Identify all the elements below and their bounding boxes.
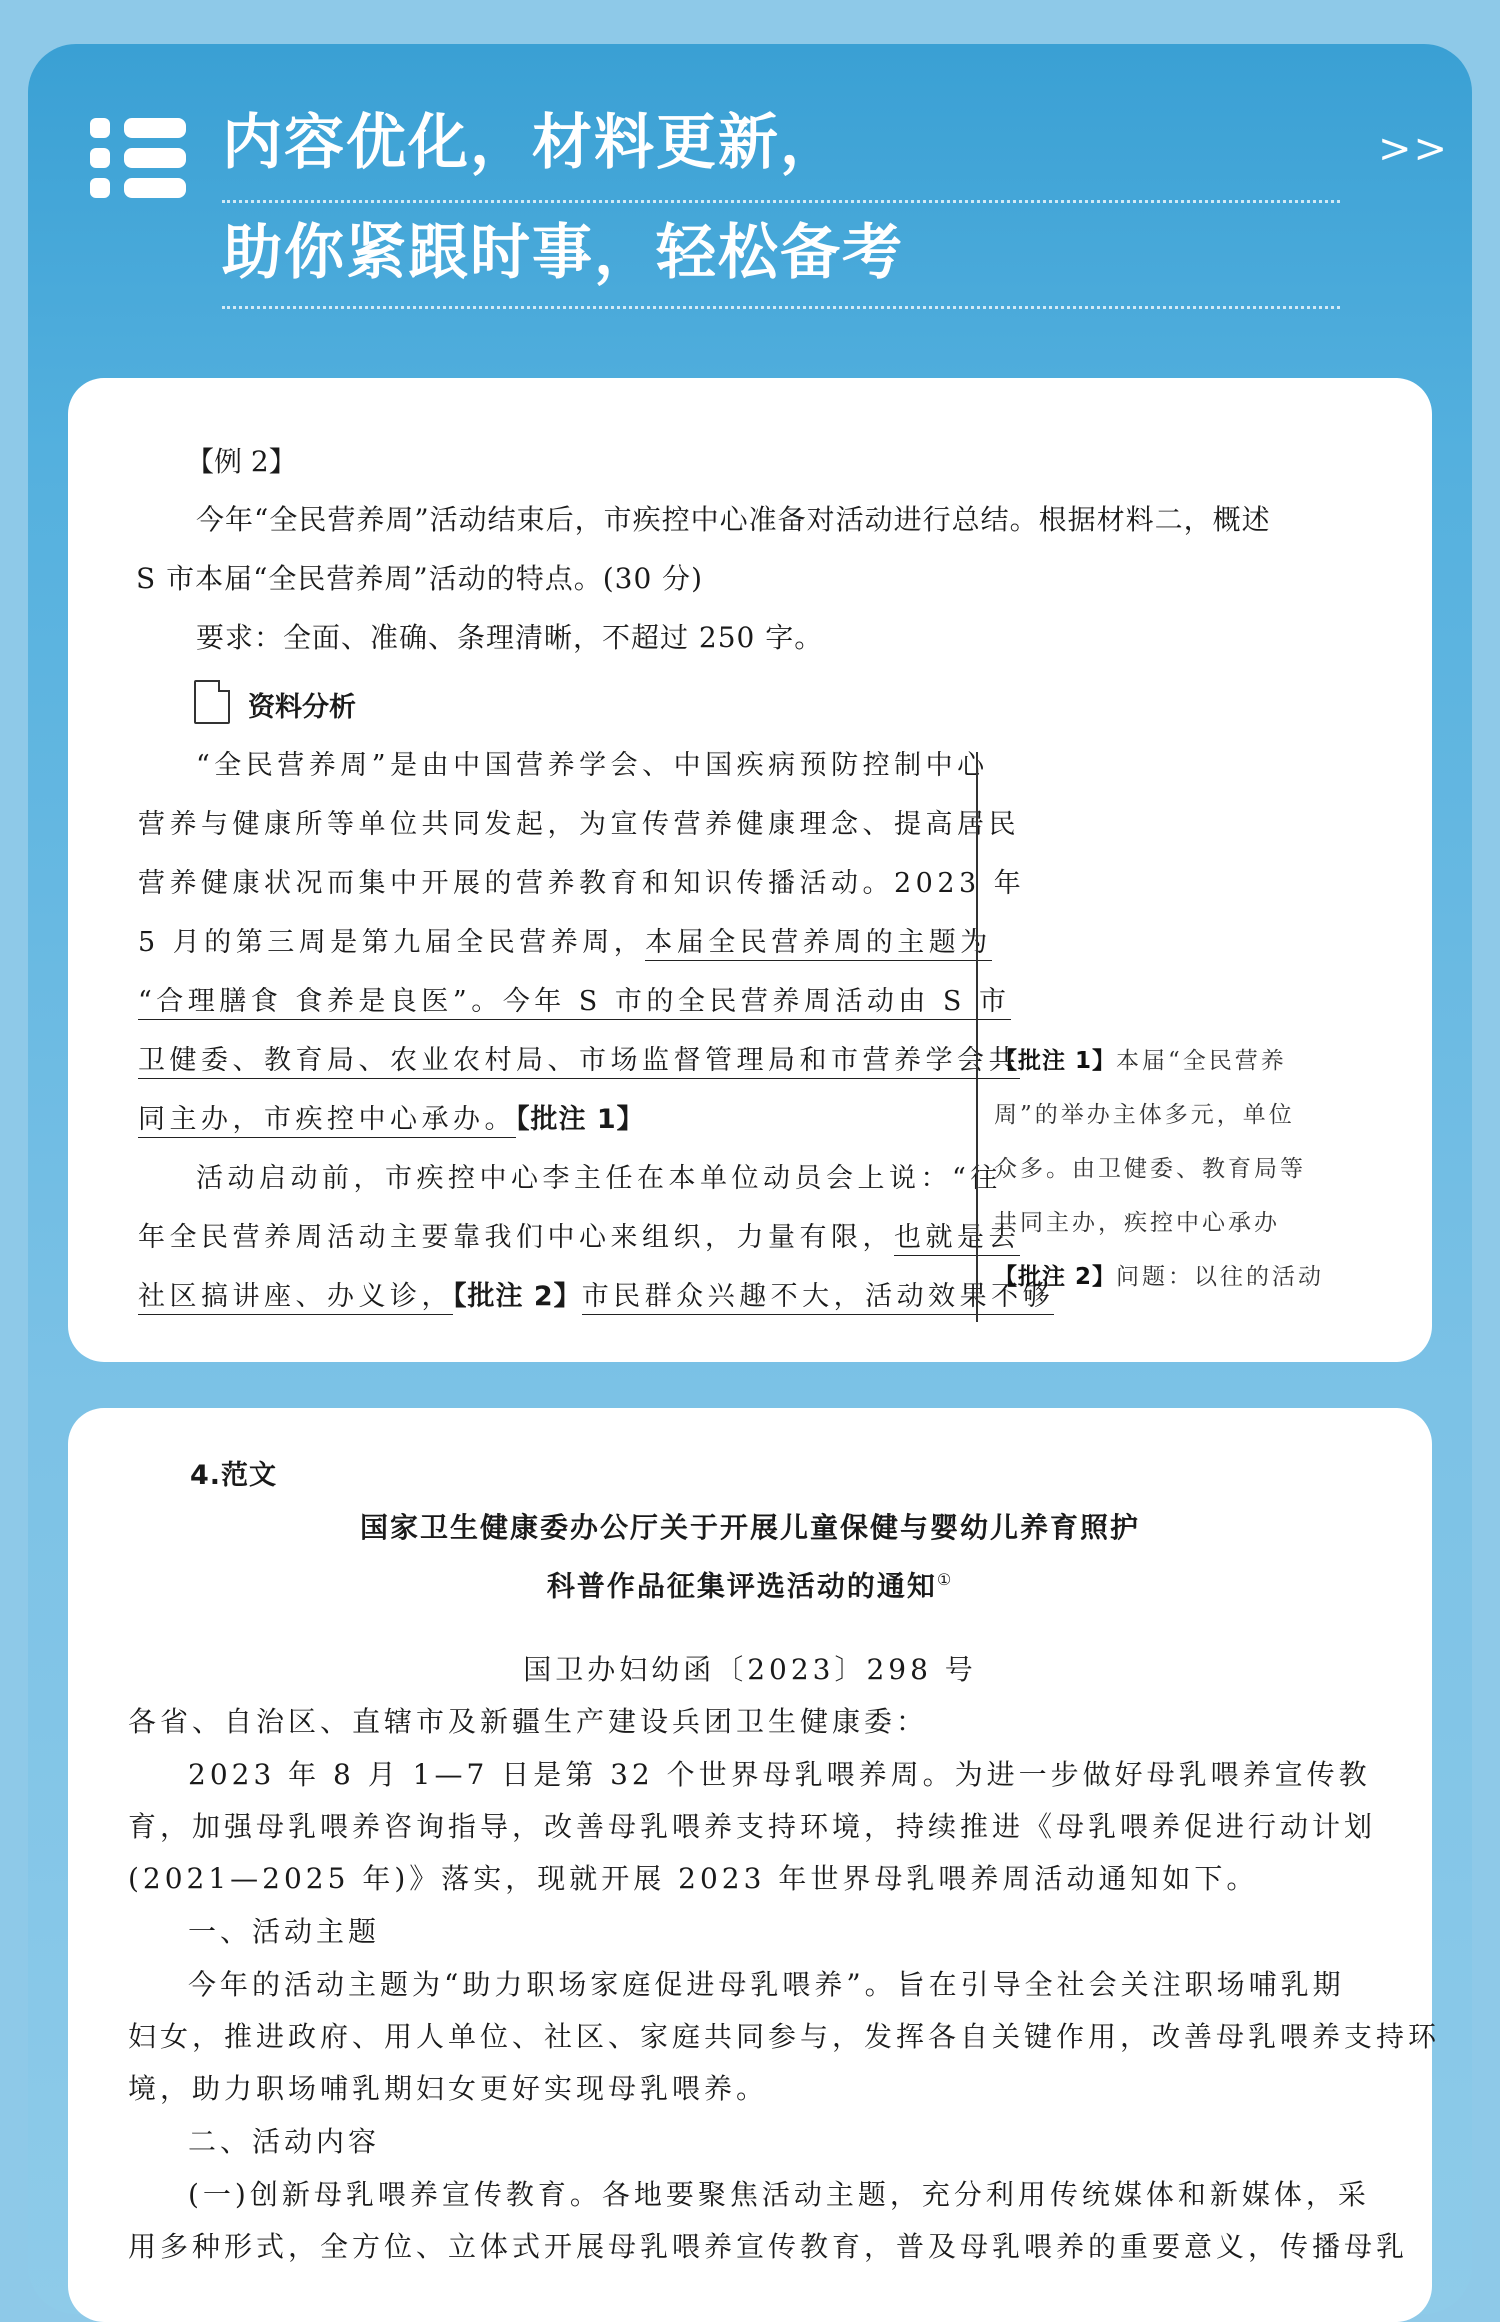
material-line: “全民营养周”是由中国营养学会、中国疾病预防控制中心 xyxy=(196,750,989,781)
paragraph-line: 今年的活动主题为“助力职场家庭促进母乳喂养”。旨在引导全社会关注职场哺乳期 xyxy=(188,1968,1345,2001)
sample-card xyxy=(68,1408,1441,2322)
annotation-text: 本届“全民营养 xyxy=(1116,1048,1287,1074)
paragraph-line: 育，加强母乳喂养咨询指导，改善母乳喂养支持环境，持续推进《母乳喂养促进行动计划 xyxy=(128,1810,1377,1843)
annotation-text: 问题：以往的活动 xyxy=(1116,1264,1325,1290)
double-chevron-icon: >> xyxy=(1378,126,1450,172)
dotted-divider xyxy=(222,200,1340,203)
underlined-text: 社区搞讲座、办义诊， xyxy=(138,1281,453,1315)
paragraph-line: (2021—2025 年)》落实，现就开展 2023 年世界母乳喂养周活动通知如下。 xyxy=(128,1862,1259,1895)
annotation-marker: 【批注 1】 xyxy=(516,1104,645,1135)
analysis-title: 资料分析 xyxy=(248,692,356,723)
question-line: S 市本届“全民营养周”活动的特点。(30 分) xyxy=(136,562,704,595)
paragraph-line: 2023 年 8 月 1—7 日是第 32 个世界母乳喂养周。为进一步做好母乳喂养宣传教 xyxy=(188,1758,1371,1791)
footnote-marker: ① xyxy=(936,1570,954,1589)
annotation-label: 【批注 2】 xyxy=(994,1264,1117,1290)
document-number: 国卫办妇幼函〔2023〕298 号 xyxy=(523,1653,977,1686)
example-title: 【例 2】 xyxy=(186,445,297,478)
material-line: 营养健康状况而集中开展的营养教育和知识传播活动。2023 年 xyxy=(138,868,1026,899)
material-line: 年全民营养周活动主要靠我们中心来组织，力量有限， xyxy=(138,1222,894,1253)
headline-line-2: 助你紧跟时事，轻松备考 xyxy=(222,218,904,288)
underlined-text: 市民群众兴趣不大，活动效果不够 xyxy=(582,1281,1055,1315)
paragraph-line: 境，助力职场哺乳期妇女更好实现母乳喂养。 xyxy=(128,2072,769,2105)
subheading: 一、活动主题 xyxy=(188,1915,381,1948)
dotted-divider xyxy=(222,306,1340,309)
underlined-text: 卫健委、教育局、农业农村局、市场监督管理局和市营养学会共 xyxy=(138,1045,1020,1079)
margin-divider xyxy=(976,752,978,1322)
document-icon xyxy=(194,680,230,724)
paragraph-line: 妇女，推进政府、用人单位、社区、家庭共同参与，发挥各自关键作用，改善母乳喂养支持环 xyxy=(128,2020,1441,2053)
underlined-text: 同主办，市疾控中心承办。 xyxy=(138,1104,516,1138)
headline-line-1: 内容优化，材料更新， xyxy=(222,108,842,178)
material-line: 活动启动前，市疾控中心李主任在本单位动员会上说：“往 xyxy=(196,1163,1002,1194)
question-line: 今年“全民营养周”活动结束后，市疾控中心准备对活动进行总结。根据材料二，概述 xyxy=(196,503,1271,536)
underlined-text: 本届全民营养周的主题为 xyxy=(645,927,992,961)
material-line: 营养与健康所等单位共同发起，为宣传营养健康理念、提高居民 xyxy=(138,809,1020,840)
underlined-text: 也就是去 xyxy=(894,1222,1020,1256)
subheading: 二、活动内容 xyxy=(188,2125,381,2158)
annotation-label: 【批注 1】 xyxy=(994,1048,1117,1074)
annotation-text: 共同主办，疾控中心承办 xyxy=(994,1210,1280,1236)
underlined-text: “合理膳食 食养是良医”。今年 S 市的全民营养周活动由 S 市 xyxy=(138,986,1011,1020)
annotation-text: 众多。由卫健委、教育局等 xyxy=(994,1156,1306,1182)
annotation-marker: 【批注 2】 xyxy=(453,1281,582,1312)
section-heading: 4.范文 xyxy=(190,1460,278,1491)
list-menu-icon xyxy=(90,112,186,204)
annotation-text: 周”的举办主体多元，单位 xyxy=(994,1102,1295,1128)
recipient-line: 各省、自治区、直辖市及新疆生产建设兵团卫生健康委： xyxy=(128,1705,929,1738)
material-line: 5 月的第三周是第九届全民营养周， xyxy=(138,927,646,958)
example-card xyxy=(68,378,1432,1362)
requirement-line: 要求：全面、准确、条理清晰，不超过 250 字。 xyxy=(196,621,824,654)
notice-title: 科普作品征集评选活动的通知 xyxy=(546,1569,937,1603)
notice-title: 国家卫生健康委办公厅关于开展儿童保健与婴幼儿养育照护 xyxy=(359,1511,1140,1544)
paragraph-line: (一)创新母乳喂养宣传教育。各地要聚焦活动主题，充分利用传统媒体和新媒体，采 xyxy=(188,2178,1370,2211)
paragraph-line: 用多种形式，全方位、立体式开展母乳喂养宣传教育，普及母乳喂养的重要意义，传播母乳 xyxy=(128,2230,1409,2263)
